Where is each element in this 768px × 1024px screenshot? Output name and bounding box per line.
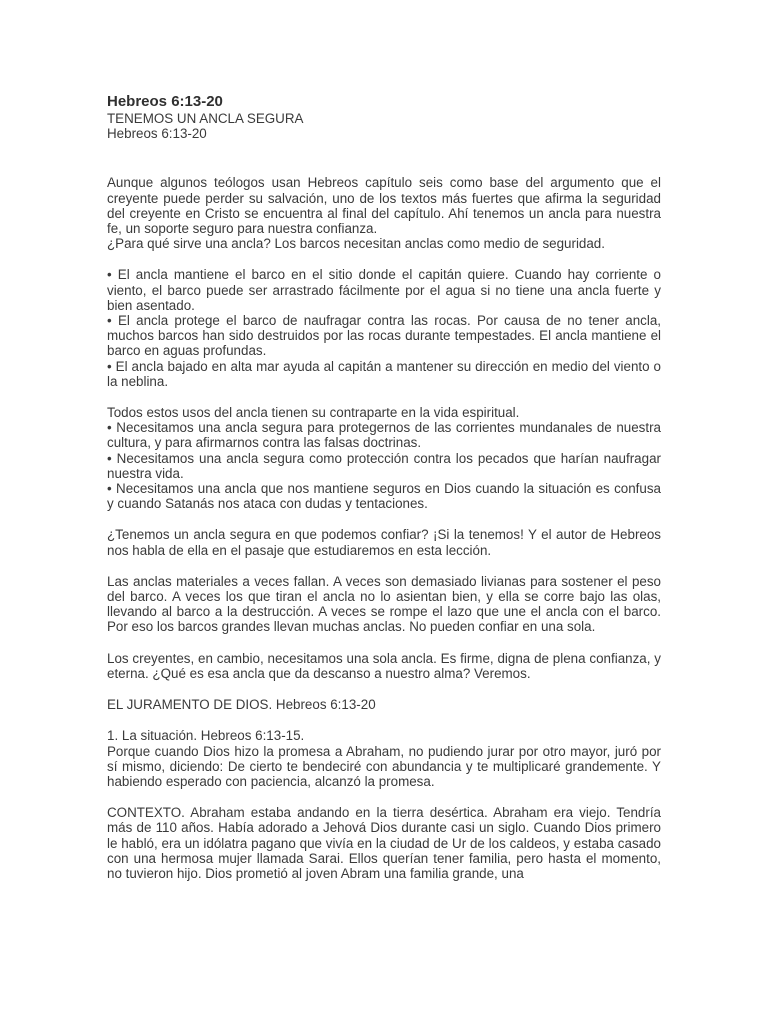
spacer: [107, 558, 661, 574]
document-page: [107, 93, 661, 881]
spiritual-use-item: • Necesitamos una ancla que nos mantiene seguros en Dios cuando la situación es confusa y cuando Satanás nos ataca con dudas y tentaciones.: [107, 481, 661, 512]
anchor-use-item: • El ancla bajado en alta mar ayuda al capitán a mantener su dirección en medio del viento o la neblina.: [107, 358, 661, 389]
spiritual-use-item: • Necesitamos una ancla segura como protección contra los pecados que harían naufragar nuestra vida.: [107, 450, 661, 481]
subsection-heading: 1. La situación. Hebreos 6:13-15.: [107, 728, 305, 744]
spacer: [107, 251, 661, 267]
spiritual-use-item: • Necesitamos una ancla segura para protegernos de las corrientes mundanales de nuestra cultura, y para afirmarnos contra las falsas doctrinas.: [107, 420, 661, 451]
intro-question: ¿Para qué sirve una ancla? Los barcos necesitan anclas como medio de seguridad.: [107, 236, 605, 252]
anchor-use-item: • El ancla protege el barco de naufragar contra las rocas. Por causa de no tener ancla, muchos barcos han sido destruidos por las rocas durante tempestades. El ancla mantiene el barco en aguas profundas.: [107, 313, 661, 359]
spacer: [107, 389, 661, 405]
context-paragraph: CONTEXTO. Abraham estaba andando en la tierra desértica. Abraham era viejo. Tendría más de 110 años. Había adorado a Jehová Dios durante casi un siglo. Cuando Dios primero le habló, era un idólatra pagano que vivía en la ciudad de Ur de los caldeos, y estaba casado con una hermosa mujer llamada Sarai. Ellos querían tener familia, pero hasta el momento, no tuvieron hijo. Dios prometió al joven Abram una familia grande, una: [107, 805, 661, 881]
section-heading: EL JURAMENTO DE DIOS. Hebreos 6:13-20: [107, 697, 376, 713]
document-reference: Hebreos 6:13-20: [107, 126, 207, 142]
question-paragraph: ¿Tenemos un ancla segura en que podemos confiar? ¡Si la tenemos! Y el autor de Hebreos nos habla de ella en el pasaje que estudiaremos en esta lección.: [107, 527, 661, 558]
spacer: [107, 141, 661, 175]
anchor-use-item: • El ancla mantiene el barco en el sitio donde el capitán quiere. Cuando hay corriente o viento, el barco puede ser arrastrado fácilmente por el agua si no tiene una ancla fuerte y bien asentado.: [107, 267, 661, 313]
spacer: [107, 635, 661, 651]
document-subtitle: TENEMOS UN ANCLA SEGURA: [107, 111, 304, 126]
spiritual-intro: Todos estos usos del ancla tienen su contraparte en la vida espiritual.: [107, 405, 520, 421]
spacer: [107, 789, 661, 805]
scripture-paragraph: Porque cuando Dios hizo la promesa a Abraham, no pudiendo jurar por otro mayor, juró por sí mismo, diciendo: De cierto te bendeciré con abundancia y te multiplicaré grandemente. Y habiendo esperado con paciencia, alcanzó la promesa.: [107, 743, 661, 789]
spacer: [107, 511, 661, 527]
spacer: [107, 712, 661, 728]
intro-paragraph: Aunque algunos teólogos usan Hebreos capítulo seis como base del argumento que el creyente puede perder su salvación, uno de los textos más fuertes que afirma la seguridad del creyente en Cristo se encuentra al final del capítulo. Ahí tenemos un ancla para nuestra fe, un soporte seguro para nuestra confianza.: [107, 175, 661, 237]
spacer: [107, 681, 661, 697]
material-anchors-paragraph: Las anclas materiales a veces fallan. A veces son demasiado livianas para sostener el peso del barco. A veces los que tiran el ancla no lo asientan bien, y ella se corre bajo las olas, llevando al barco a la destrucción. A veces se rompe el lazo que une el ancla con el barco. Por eso los barcos grandes llevan muchas anclas. No pueden confiar en una sola.: [107, 573, 661, 635]
document-title: Hebreos 6:13-20: [107, 93, 223, 110]
believers-paragraph: Los creyentes, en cambio, necesitamos una sola ancla. Es firme, digna de plena confianza, y eterna. ¿Qué es esa ancla que da descanso a nuestro alma? Veremos.: [107, 650, 661, 681]
